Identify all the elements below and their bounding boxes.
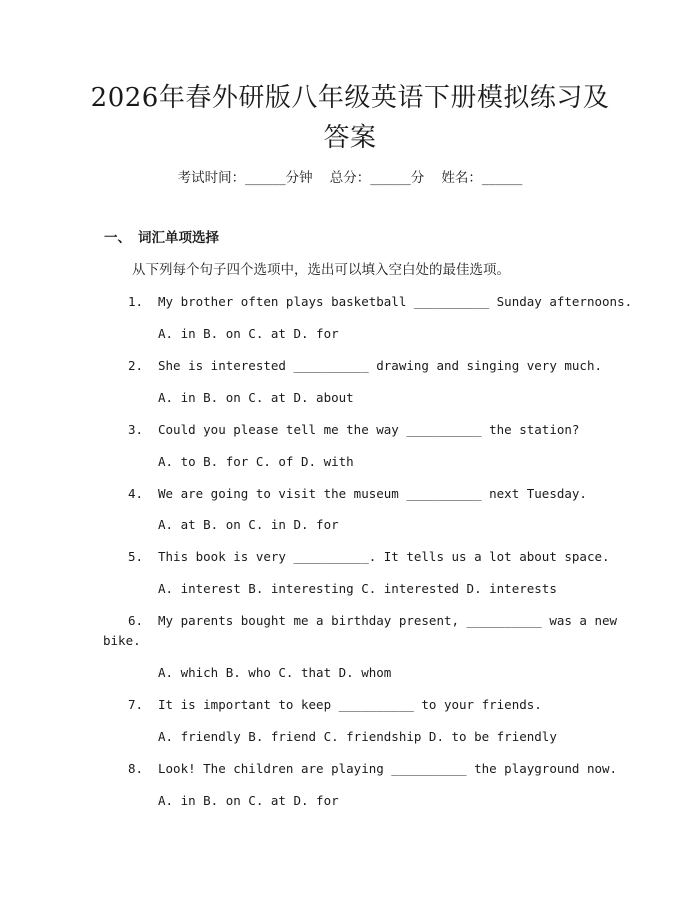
question-text: We are going to visit the museum __________ next Tuesday. (158, 486, 587, 501)
section-number: 一、 (104, 230, 131, 246)
question-text: My brother often plays basketball __________ Sunday afternoons. (158, 294, 633, 309)
question-text: She is interested __________ drawing and singing very much. (158, 358, 603, 373)
question-number: 3. (128, 422, 144, 437)
question-number: 8. (128, 761, 144, 776)
section-heading (104, 228, 219, 248)
question-5-options: A. interest B. interesting C. interested D. interests (158, 581, 557, 596)
question-number: 6. (128, 613, 144, 628)
question-6-options: A. which B. who C. that D. whom (158, 665, 392, 680)
question-number: 7. (128, 697, 144, 712)
question-text: It is important to keep __________ to your friends. (158, 697, 542, 712)
section-instruction: 从下列每个句子四个选项中，选出可以填入空白处的最佳选项。 (132, 262, 510, 278)
exam-meta-line: 考试时间：______分钟 总分：______分 姓名：______ (177, 170, 523, 186)
question-4-options: A. at B. on C. in D. for (158, 517, 339, 532)
question-number: 4. (128, 486, 144, 501)
section-title: 词汇单项选择 (138, 230, 219, 246)
question-8-options: A. in B. on C. at D. for (158, 793, 339, 808)
question-2-options: A. in B. on C. at D. about (158, 390, 354, 405)
document-title-line-1: 2026年春外研版八年级英语下册模拟练习及 (90, 83, 610, 113)
question-number: 1. (128, 294, 144, 309)
question-text: My parents bought me a birthday present, __________ was a new (158, 613, 618, 628)
question-7-options: A. friendly B. friend C. friendship D. to be friendly (158, 729, 557, 744)
question-text: This book is very __________. It tells us a lot about space. (158, 549, 610, 564)
question-text-continuation: bike. (103, 633, 141, 648)
question-number: 2. (128, 358, 144, 373)
document-title-line-2: 答案 (323, 123, 377, 153)
question-text: Could you please tell me the way __________ the station? (158, 422, 580, 437)
question-3-options: A. to B. for C. of D. with (158, 454, 354, 469)
question-text: Look! The children are playing __________ the playground now. (158, 761, 618, 776)
question-1-options: A. in B. on C. at D. for (158, 326, 339, 341)
question-number: 5. (128, 549, 144, 564)
